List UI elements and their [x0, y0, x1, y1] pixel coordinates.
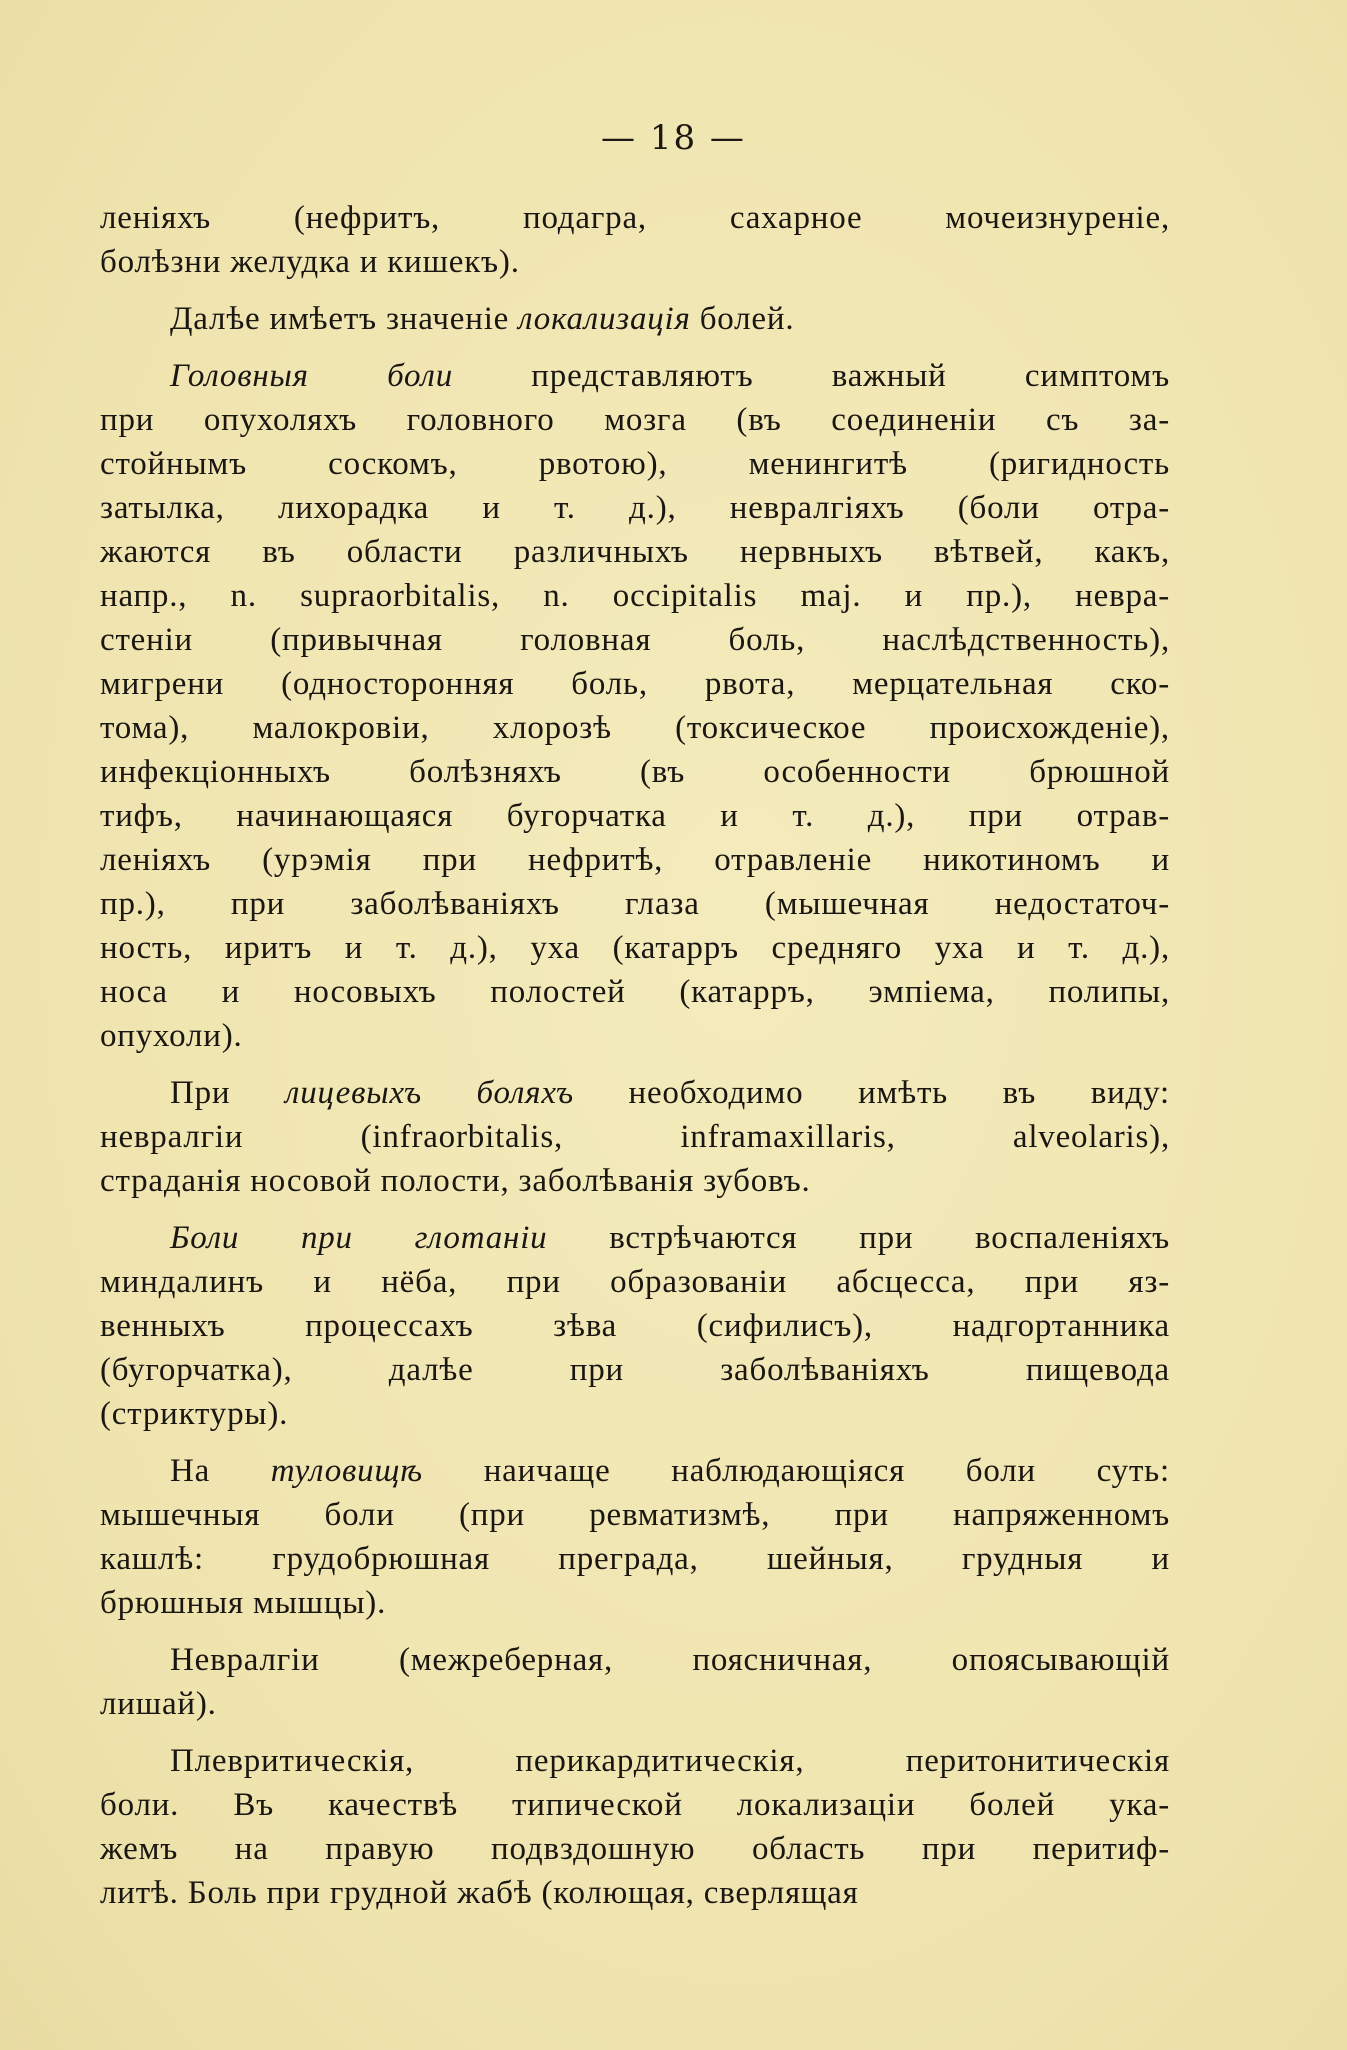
text-segment: при опухоляхъ головного мозга (въ соединеніи съ за-	[100, 402, 1170, 438]
text-line	[100, 618, 1170, 662]
text-segment: Плевритическія, перикардитическія, перитонитическія	[170, 1743, 1170, 1779]
text-segment: жемъ на правую подвздошную область при перитиф-	[100, 1831, 1170, 1867]
text-segment: брюшныя мышцы).	[100, 1585, 387, 1621]
text-segment: (стриктуры).	[100, 1396, 289, 1432]
text-segment: миндалинъ и нёба, при образованіи абсцесса, при яз-	[100, 1264, 1170, 1300]
text-line	[100, 662, 1170, 706]
text-line	[100, 1115, 1170, 1159]
text-line	[100, 240, 1170, 284]
text-segment: тома), малокровіи, хлорозѣ (токсическое происхожденіе),	[100, 710, 1170, 746]
italic-term: туловищѣ	[270, 1453, 423, 1489]
text-line	[100, 1537, 1170, 1581]
text-segment: ность, иритъ и т. д.), уха (катарръ средняго уха и т. д.),	[100, 930, 1170, 966]
text-line	[100, 794, 1170, 838]
text-line	[100, 1348, 1170, 1392]
text-line	[100, 1260, 1170, 1304]
italic-term: Головныя боли	[170, 358, 454, 394]
text-segment: тифъ, начинающаяся бугорчатка и т. д.), при отрав-	[100, 798, 1170, 834]
text-segment: литѣ. Боль при грудной жабѣ (колющая, сверлящая	[100, 1875, 859, 1911]
text-line	[100, 530, 1170, 574]
text-segment: венныхъ процессахъ зѣва (сифилисъ), надгортанника	[100, 1308, 1170, 1344]
text-segment: леніяхъ (урэмія при нефритѣ, отравленіе никотиномъ и	[100, 842, 1170, 878]
page-number: — 18 —	[601, 118, 746, 158]
text-line	[100, 1638, 1170, 1682]
text-line	[100, 1739, 1170, 1783]
text-line	[100, 1783, 1170, 1827]
paragraph	[100, 196, 1170, 284]
text-line	[100, 1159, 1170, 1203]
text-line	[100, 1581, 1170, 1625]
text-line	[100, 196, 1170, 240]
text-line	[100, 486, 1170, 530]
text-segment: необходимо имѣть въ виду:	[573, 1075, 1170, 1111]
text-line	[100, 574, 1170, 618]
text-segment: мышечныя боли (при ревматизмѣ, при напряженномъ	[100, 1497, 1170, 1533]
paragraph	[100, 1216, 1170, 1436]
text-line	[100, 750, 1170, 794]
text-line	[100, 354, 1170, 398]
text-segment: носа и носовыхъ полостей (катарръ, эмпіема, полипы,	[100, 974, 1170, 1010]
text-segment: Невралгіи (межреберная, поясничная, опоясывающій	[170, 1642, 1170, 1678]
text-segment: болей.	[690, 301, 795, 337]
text-segment: стеніи (привычная головная боль, наслѣдственность),	[100, 622, 1170, 658]
text-segment: лишай).	[100, 1686, 217, 1722]
text-line	[100, 1304, 1170, 1348]
paragraph	[100, 1638, 1170, 1726]
page-text-body	[100, 196, 1170, 1928]
text-segment: болѣзни желудка и кишекъ).	[100, 244, 520, 280]
text-segment: леніяхъ (нефритъ, подагра, сахарное мочеизнуреніе,	[100, 200, 1170, 236]
paragraph	[100, 1739, 1170, 1915]
text-line	[100, 1014, 1170, 1058]
text-segment: наичаще наблюдающіяся боли суть:	[423, 1453, 1170, 1489]
text-segment: пр.), при заболѣваніяхъ глаза (мышечная недостаточ-	[100, 886, 1170, 922]
paragraph	[100, 354, 1170, 1058]
text-line	[100, 1493, 1170, 1537]
italic-term: Боли при глотаніи	[170, 1220, 548, 1256]
paragraph	[100, 1449, 1170, 1625]
italic-term: локализація	[518, 301, 691, 337]
text-line	[100, 926, 1170, 970]
text-line	[100, 882, 1170, 926]
text-segment: напр., n. supraorbitalis, n. occipitalis maj. и пр.), невра-	[100, 578, 1170, 614]
text-line	[100, 1216, 1170, 1260]
text-segment: стойнымъ соскомъ, рвотою), менингитѣ (ригидность	[100, 446, 1170, 482]
text-segment: опухоли).	[100, 1018, 243, 1054]
paragraph	[100, 1071, 1170, 1203]
text-segment: жаются въ области различныхъ нервныхъ вѣтвей, какъ,	[100, 534, 1170, 570]
text-segment: (бугорчатка), далѣе при заболѣваніяхъ пищевода	[100, 1352, 1170, 1388]
text-segment: встрѣчаются при воспаленіяхъ	[547, 1220, 1170, 1256]
italic-term: лицевыхъ боляхъ	[285, 1075, 574, 1111]
text-segment: На	[170, 1453, 271, 1489]
text-segment: Далѣе имѣетъ значеніе	[170, 301, 519, 337]
text-segment: невралгіи (infraorbitalis, inframaxillaris, alveolaris),	[100, 1119, 1170, 1155]
text-segment: кашлѣ: грудобрюшная преграда, шейныя, грудныя и	[100, 1541, 1170, 1577]
text-line	[100, 1392, 1170, 1436]
text-line	[100, 1871, 1170, 1915]
text-line	[100, 838, 1170, 882]
text-segment: боли. Въ качествѣ типической локализаціи болей ука-	[100, 1787, 1170, 1823]
text-line	[100, 1449, 1170, 1493]
text-line	[100, 1682, 1170, 1726]
text-segment: мигрени (односторонняя боль, рвота, мерцательная ско-	[100, 666, 1170, 702]
text-line	[100, 442, 1170, 486]
text-line	[100, 297, 1170, 341]
text-segment: инфекціонныхъ болѣзняхъ (въ особенности брюшной	[100, 754, 1170, 790]
text-line	[100, 970, 1170, 1014]
text-line	[100, 1071, 1170, 1115]
text-segment: страданія носовой полости, заболѣванія зубовъ.	[100, 1163, 811, 1199]
paragraph	[100, 297, 1170, 341]
text-segment: представляютъ важный симптомъ	[453, 358, 1170, 394]
text-line	[100, 706, 1170, 750]
text-segment: При	[170, 1075, 286, 1111]
text-segment: затылка, лихорадка и т. д.), невралгіяхъ (боли отра-	[100, 490, 1170, 526]
text-line	[100, 1827, 1170, 1871]
text-line	[100, 398, 1170, 442]
